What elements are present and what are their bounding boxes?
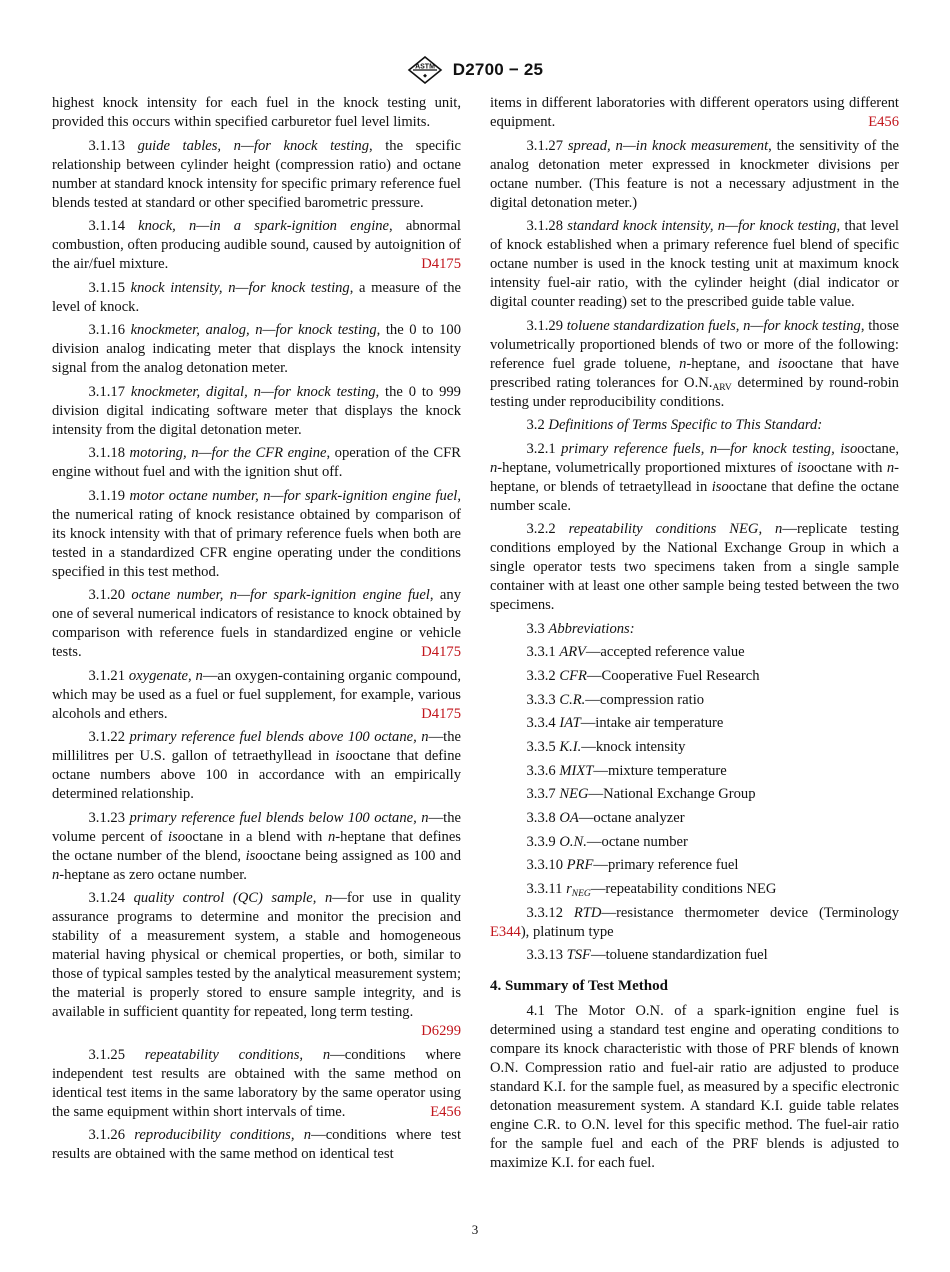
definition-motor-octane-number: 3.1.19 motor octane number, n—for spark-ignition engine fuel, the numerical rating of knock resistance obtained by comparison of its knock intensity with that of primary reference fuels when both are tested in a standardized CFR engine operating under the conditions specified in this test method. — [52, 487, 462, 580]
definition-knockmeter-digital: 3.1.17 knockmeter, digital, n—for knock testing, the 0 to 999 division digital indicating software meter that displays the knock intensity from the digital detonation meter. — [52, 383, 461, 438]
left-column — [52, 94, 461, 1169]
abbreviation-item: 3.3.8 OA—octane analyzer — [526, 810, 685, 826]
definition-primary-reference-fuels: 3.2.1 primary reference fuels, n—for knock testing, isooctane, n-heptane, volumetrically proportioned mixtures of isooctane with n-heptane, or blends of tetraetyllead in isooctane that define the octane number scale. — [490, 440, 899, 514]
section-heading-3-3: 3.3 Abbreviations: — [526, 620, 635, 637]
reference-link-d4175[interactable]: D4175 — [421, 256, 461, 272]
definition-repeatability-conditions-neg: 3.2.2 repeatability conditions NEG, n—replicate testing conditions employed by the National Exchange Group in which a single operator tests two specimens taken from a single sample container with at least one other sample being tested between the two specimens. — [490, 521, 899, 613]
definition-spread: 3.1.27 spread, n—in knock measurement, the sensitivity of the analog detonation meter expressed in knockmeter divisions per octane number. (This feature is not a necessary adjustment in the digital detonation meter.) — [490, 137, 900, 211]
page-number: 3 — [471, 1222, 479, 1237]
svg-text:◆: ◆ — [422, 73, 427, 79]
abbreviation-item: 3.3.11 $r_{NEG}—repeatability$ conditions NEG — [526, 881, 777, 900]
reference-link-d4175[interactable]: D4175 — [421, 705, 461, 722]
abbreviation-item: 3.3.3 C.R.—compression ratio — [526, 691, 705, 708]
abbreviation-item: 3.3.13 TSF—toluene standardization fuel — [526, 947, 768, 964]
abbreviation-item: 3.3.12 RTD—resistance thermometer device (Terminology E344), platinum type — [490, 904, 899, 940]
definition-knockmeter-analog: 3.1.16 knockmeter, analog, n—for knock testing, the 0 to 100 division analog indicating meter that displays the knock intensity signal from the analog detonation meter. — [52, 322, 461, 376]
abbreviation-list — [490, 643, 899, 965]
abbreviation-item: 3.3.4 IAT—intake air temperature — [526, 715, 724, 732]
definition-qc-sample: 3.1.24 quality control (QC) sample, n—for use in quality assurance programs to determine and monitor the precision and stability of a measurement system, a stable and homogeneous material having physical or chemical properties, or both, similar to those of typical samples tested by the analytical measurement system; the material is properly stored to ensure sample integrity, and is available in sufficient quantity for repeated, long term testing. D6299 — [52, 890, 461, 1039]
svg-text:ASTM: ASTM — [414, 63, 435, 71]
abbreviation-item: 3.3.6 MIXT—mixture temperature — [526, 762, 727, 779]
definition-knock: 3.1.14 knock, n—in a spark-ignition engine, abnormal combustion, often producing audible sound, caused by autoignition of the air/fuel mixture. D4175 — [52, 218, 461, 272]
right-column — [490, 94, 899, 1178]
definition-repeatability-conditions: 3.1.25 repeatability conditions, n—conditions where independent test results are obtained with the same method on identical test items in the same laboratory by the same operator using the same equipment within short intervals of time. E456 — [52, 1046, 461, 1120]
reference-link-d6299[interactable]: D6299 — [421, 1023, 461, 1039]
definition-standard-knock-intensity: 3.1.28 standard knock intensity, n—for knock testing, that level of knock established when a primary reference fuel blend of specific octane number is used in the knock testing unit at maximum knock intensity fuel-air ratio, with the cylinder height (dial indicator or digital counter reading) set to the prescribed guide table value. — [490, 218, 899, 310]
astm-logo-icon — [407, 56, 443, 84]
definition-guide-tables: 3.1.13 guide tables, n—for knock testing, the specific relationship between cylinder height (compression ratio) and octane number at standard knock intensity for specific primary reference fuel blends tested at standard or other specified barometric pressure. — [52, 137, 462, 211]
reference-link-d4175[interactable]: D4175 — [421, 644, 461, 660]
definition-oxygenate: 3.1.21 oxygenate, n—an oxygen-containing organic compound, which may be used as a fuel or fuel supplement, for example, various alcohols and ethers. D4175 — [52, 667, 461, 722]
abbreviation-item: 3.3.2 CFR—Cooperative Fuel Research — [526, 667, 760, 684]
paragraph: highest knock intensity for each fuel in the knock testing unit, provided this occurs within specified carburetor fuel level limits. — [52, 95, 461, 130]
definition-octane-number: 3.1.20 octane number, n—for spark-ignition engine fuel, any one of several numerical indicators of resistance to knock obtained by comparison with reference fuels in standardized engine or vehicle tests. D4175 — [52, 587, 462, 660]
definition-toluene-standardization-fuels: 3.1.29 toluene standardization fuels, n—for knock testing, those volumetrically proportioned blends of two or more of the following: reference fuel grade toluene, n-heptane, and isooctane that have prescribed rating tolerances for $O.N._{ARV}$ determined by round-robin testing under reproducibility conditions. — [490, 317, 900, 410]
reference-link-e456[interactable]: E456 — [868, 114, 899, 130]
abbreviation-item: 3.3.1 ARV—accepted reference value — [526, 644, 745, 661]
section-heading-summary: 4. Summary of Test Method — [490, 978, 668, 995]
paragraph-continued: items in different laboratories with different operators using different equipment. E456 — [490, 95, 899, 130]
definition-motoring: 3.1.18 motoring, n—for the CFR engine, operation of the CFR engine without fuel and with the ignition shut off. — [52, 445, 461, 480]
section-heading-3-2: 3.2 Definitions of Terms Specific to This Standard: — [526, 417, 823, 433]
abbreviation-item: 3.3.10 PRF—primary reference fuel — [526, 857, 739, 874]
reference-link-e344[interactable]: E344 — [490, 923, 521, 940]
abbreviation-item: 3.3.9 O.N.—octane number — [526, 833, 688, 850]
definition-reproducibility-conditions: 3.1.26 reproducibility conditions, n—conditions where test results are obtained with the same method on identical test — [52, 1127, 461, 1162]
paragraph-summary: 4.1 The Motor O.N. of a spark-ignition engine fuel is determined using a standard test engine and operating conditions to compare its knock characteristic with those of PRF blends of known O.N. Compression ratio and fuel-air ratio are adjusted to produce standard K.I. for the sample fuel, as measured by a specific electronic detonation measurement system. A standard K.I. guide table relates engine C.R. to O.N. level for this specific method. The fuel-air ratio for the sample fuel and each of the PRF blends is adjusted to maximize K.I. for each fuel. — [490, 1003, 899, 1172]
definition-prf-below-100: 3.1.23 primary reference fuel blends below 100 octane, n—the volume percent of isooctane in a blend with n-heptane that defines the octane number of the blend, isooctane being assigned as 100 and n-heptane as zero octane number. — [52, 809, 462, 883]
reference-link-e456[interactable]: E456 — [430, 1103, 461, 1120]
abbreviation-item: 3.3.5 K.I.—knock intensity — [526, 738, 686, 755]
abbreviation-item: 3.3.7 NEG—National Exchange Group — [526, 786, 756, 803]
definition-knock-intensity: 3.1.15 knock intensity, n—for knock testing, a measure of the level of knock. — [52, 279, 462, 315]
page-header — [0, 56, 950, 84]
definition-prf-above-100: 3.1.22 primary reference fuel blends above 100 octane, n—the millilitres per U.S. gallon of tetraethyllead in isooctane that define octane numbers above 100 in accordance with an empirically determined relationship. — [52, 729, 461, 802]
document-designation: D2700 − 25 — [452, 60, 544, 79]
